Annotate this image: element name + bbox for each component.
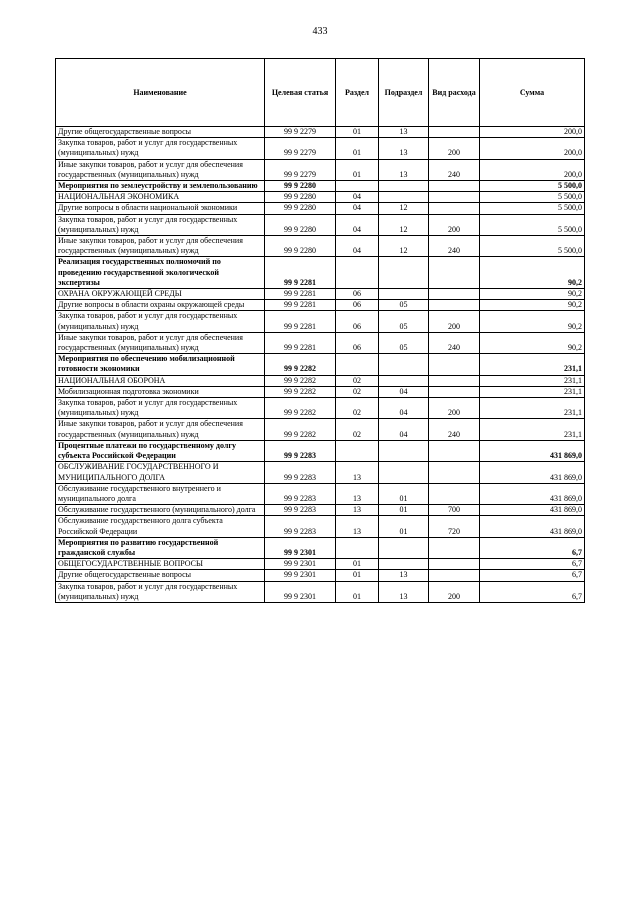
table-row bbox=[56, 483, 585, 504]
header-amount: Сумма bbox=[480, 59, 585, 127]
subsection-cell bbox=[379, 375, 429, 386]
section-cell: 02 bbox=[336, 375, 379, 386]
amount-cell: 5 500,0 bbox=[480, 192, 585, 203]
code-cell: 99 9 2279 bbox=[265, 127, 336, 138]
amount-cell: 5 500,0 bbox=[480, 236, 585, 257]
table-row bbox=[56, 537, 585, 558]
table-row bbox=[56, 581, 585, 602]
table-row bbox=[56, 159, 585, 180]
code-cell: 99 9 2281 bbox=[265, 289, 336, 300]
type-cell: 200 bbox=[429, 311, 480, 332]
type-cell bbox=[429, 559, 480, 570]
code-cell: 99 9 2280 bbox=[265, 181, 336, 192]
type-cell bbox=[429, 203, 480, 214]
section-cell: 04 bbox=[336, 214, 379, 235]
name-cell: Мобилизационная подготовка экономики bbox=[56, 386, 265, 397]
table-row bbox=[56, 138, 585, 159]
header-subsection: Подраздел bbox=[379, 59, 429, 127]
subsection-cell: 13 bbox=[379, 159, 429, 180]
code-cell: 99 9 2281 bbox=[265, 311, 336, 332]
table-row bbox=[56, 505, 585, 516]
code-cell: 99 9 2281 bbox=[265, 332, 336, 353]
table-row bbox=[56, 192, 585, 203]
code-cell: 99 9 2282 bbox=[265, 419, 336, 440]
code-cell: 99 9 2282 bbox=[265, 354, 336, 375]
subsection-cell bbox=[379, 181, 429, 192]
subsection-cell: 12 bbox=[379, 203, 429, 214]
section-cell: 04 bbox=[336, 203, 379, 214]
amount-cell: 200,0 bbox=[480, 159, 585, 180]
name-cell: Реализация государственных полномочий по проведению государственной экологической экспертизы bbox=[56, 257, 265, 289]
code-cell: 99 9 2279 bbox=[265, 138, 336, 159]
table-row bbox=[56, 398, 585, 419]
name-cell: Закупка товаров, работ и услуг для государственных (муниципальных) нужд bbox=[56, 581, 265, 602]
section-cell: 01 bbox=[336, 570, 379, 581]
amount-cell: 231,1 bbox=[480, 375, 585, 386]
amount-cell: 90,2 bbox=[480, 289, 585, 300]
amount-cell: 431 869,0 bbox=[480, 462, 585, 483]
type-cell bbox=[429, 375, 480, 386]
subsection-cell: 12 bbox=[379, 214, 429, 235]
type-cell: 700 bbox=[429, 505, 480, 516]
code-cell: 99 9 2281 bbox=[265, 300, 336, 311]
name-cell: Другие общегосударственные вопросы bbox=[56, 127, 265, 138]
code-cell: 99 9 2301 bbox=[265, 570, 336, 581]
subsection-cell bbox=[379, 354, 429, 375]
section-cell: 13 bbox=[336, 462, 379, 483]
type-cell: 720 bbox=[429, 516, 480, 537]
section-cell: 02 bbox=[336, 386, 379, 397]
type-cell bbox=[429, 127, 480, 138]
code-cell: 99 9 2301 bbox=[265, 559, 336, 570]
section-cell: 01 bbox=[336, 138, 379, 159]
subsection-cell bbox=[379, 440, 429, 461]
type-cell bbox=[429, 192, 480, 203]
type-cell: 200 bbox=[429, 398, 480, 419]
amount-cell: 90,2 bbox=[480, 311, 585, 332]
amount-cell: 6,7 bbox=[480, 537, 585, 558]
name-cell: Закупка товаров, работ и услуг для государственных (муниципальных) нужд bbox=[56, 214, 265, 235]
section-cell: 01 bbox=[336, 159, 379, 180]
name-cell: Мероприятия по развитию государственной гражданской службы bbox=[56, 537, 265, 558]
section-cell: 01 bbox=[336, 581, 379, 602]
type-cell: 240 bbox=[429, 236, 480, 257]
section-cell: 13 bbox=[336, 483, 379, 504]
code-cell: 99 9 2283 bbox=[265, 483, 336, 504]
code-cell: 99 9 2301 bbox=[265, 581, 336, 602]
subsection-cell: 12 bbox=[379, 236, 429, 257]
budget-table bbox=[55, 58, 585, 603]
section-cell: 04 bbox=[336, 192, 379, 203]
header-name: Наименование bbox=[56, 59, 265, 127]
amount-cell: 5 500,0 bbox=[480, 214, 585, 235]
code-cell: 99 9 2280 bbox=[265, 203, 336, 214]
table-row bbox=[56, 181, 585, 192]
amount-cell: 431 869,0 bbox=[480, 505, 585, 516]
section-cell bbox=[336, 181, 379, 192]
type-cell: 200 bbox=[429, 138, 480, 159]
amount-cell: 6,7 bbox=[480, 570, 585, 581]
section-cell: 13 bbox=[336, 505, 379, 516]
section-cell bbox=[336, 440, 379, 461]
amount-cell: 231,1 bbox=[480, 419, 585, 440]
table-row bbox=[56, 375, 585, 386]
type-cell bbox=[429, 570, 480, 581]
table-row bbox=[56, 203, 585, 214]
name-cell: НАЦИОНАЛЬНАЯ ОБОРОНА bbox=[56, 375, 265, 386]
type-cell bbox=[429, 537, 480, 558]
type-cell bbox=[429, 257, 480, 289]
table-row bbox=[56, 127, 585, 138]
table-row bbox=[56, 516, 585, 537]
table-row bbox=[56, 559, 585, 570]
amount-cell: 5 500,0 bbox=[480, 181, 585, 192]
type-cell bbox=[429, 289, 480, 300]
name-cell: Мероприятия по обеспечению мобилизационной готовности экономики bbox=[56, 354, 265, 375]
section-cell: 06 bbox=[336, 289, 379, 300]
type-cell: 240 bbox=[429, 159, 480, 180]
name-cell: Иные закупки товаров, работ и услуг для обеспечения государственных (муниципальных) нужд bbox=[56, 419, 265, 440]
type-cell bbox=[429, 181, 480, 192]
table-body bbox=[56, 127, 585, 603]
table-row bbox=[56, 332, 585, 353]
code-cell: 99 9 2280 bbox=[265, 214, 336, 235]
section-cell: 04 bbox=[336, 236, 379, 257]
code-cell: 99 9 2301 bbox=[265, 537, 336, 558]
page-number: 433 bbox=[312, 26, 328, 37]
subsection-cell: 13 bbox=[379, 138, 429, 159]
table-row bbox=[56, 440, 585, 461]
code-cell: 99 9 2280 bbox=[265, 236, 336, 257]
section-cell: 06 bbox=[336, 311, 379, 332]
name-cell: Иные закупки товаров, работ и услуг для обеспечения государственных (муниципальных) нужд bbox=[56, 159, 265, 180]
subsection-cell: 04 bbox=[379, 419, 429, 440]
amount-cell: 6,7 bbox=[480, 581, 585, 602]
subsection-cell bbox=[379, 462, 429, 483]
name-cell: Закупка товаров, работ и услуг для государственных (муниципальных) нужд bbox=[56, 398, 265, 419]
subsection-cell: 04 bbox=[379, 386, 429, 397]
name-cell: Другие вопросы в области национальной экономики bbox=[56, 203, 265, 214]
type-cell: 200 bbox=[429, 214, 480, 235]
type-cell bbox=[429, 440, 480, 461]
amount-cell: 90,2 bbox=[480, 257, 585, 289]
amount-cell: 431 869,0 bbox=[480, 440, 585, 461]
subsection-cell bbox=[379, 192, 429, 203]
code-cell: 99 9 2279 bbox=[265, 159, 336, 180]
section-cell bbox=[336, 257, 379, 289]
table-row bbox=[56, 289, 585, 300]
amount-cell: 231,1 bbox=[480, 398, 585, 419]
table-row bbox=[56, 386, 585, 397]
amount-cell: 200,0 bbox=[480, 138, 585, 159]
section-cell bbox=[336, 537, 379, 558]
table-header-row bbox=[56, 59, 585, 127]
subsection-cell: 13 bbox=[379, 127, 429, 138]
amount-cell: 231,1 bbox=[480, 386, 585, 397]
subsection-cell: 05 bbox=[379, 332, 429, 353]
name-cell: Процентные платежи по государственному долгу субъекта Российской Федерации bbox=[56, 440, 265, 461]
name-cell: Другие вопросы в области охраны окружающей среды bbox=[56, 300, 265, 311]
amount-cell: 90,2 bbox=[480, 300, 585, 311]
name-cell: ОХРАНА ОКРУЖАЮЩЕЙ СРЕДЫ bbox=[56, 289, 265, 300]
code-cell: 99 9 2282 bbox=[265, 375, 336, 386]
amount-cell: 6,7 bbox=[480, 559, 585, 570]
amount-cell: 231,1 bbox=[480, 354, 585, 375]
section-cell: 02 bbox=[336, 398, 379, 419]
name-cell: Другие общегосударственные вопросы bbox=[56, 570, 265, 581]
table-row bbox=[56, 354, 585, 375]
subsection-cell bbox=[379, 537, 429, 558]
subsection-cell: 01 bbox=[379, 505, 429, 516]
table-row bbox=[56, 257, 585, 289]
name-cell: ОБЩЕГОСУДАРСТВЕННЫЕ ВОПРОСЫ bbox=[56, 559, 265, 570]
subsection-cell: 13 bbox=[379, 581, 429, 602]
name-cell: Иные закупки товаров, работ и услуг для обеспечения государственных (муниципальных) нужд bbox=[56, 236, 265, 257]
section-cell: 06 bbox=[336, 300, 379, 311]
code-cell: 99 9 2283 bbox=[265, 462, 336, 483]
name-cell: Обслуживание государственного (муниципального) долга bbox=[56, 505, 265, 516]
type-cell bbox=[429, 386, 480, 397]
name-cell: Закупка товаров, работ и услуг для государственных (муниципальных) нужд bbox=[56, 311, 265, 332]
section-cell: 13 bbox=[336, 516, 379, 537]
amount-cell: 90,2 bbox=[480, 332, 585, 353]
code-cell: 99 9 2282 bbox=[265, 398, 336, 419]
name-cell: Обслуживание государственного долга субъекта Российской Федерации bbox=[56, 516, 265, 537]
amount-cell: 5 500,0 bbox=[480, 203, 585, 214]
section-cell: 01 bbox=[336, 559, 379, 570]
table-row bbox=[56, 462, 585, 483]
name-cell: ОБСЛУЖИВАНИЕ ГОСУДАРСТВЕННОГО И МУНИЦИПАЛЬНОГО ДОЛГА bbox=[56, 462, 265, 483]
table-row bbox=[56, 236, 585, 257]
amount-cell: 431 869,0 bbox=[480, 516, 585, 537]
amount-cell: 200,0 bbox=[480, 127, 585, 138]
section-cell: 06 bbox=[336, 332, 379, 353]
type-cell: 200 bbox=[429, 581, 480, 602]
subsection-cell bbox=[379, 289, 429, 300]
name-cell: Обслуживание государственного внутреннего и муниципального долга bbox=[56, 483, 265, 504]
code-cell: 99 9 2280 bbox=[265, 192, 336, 203]
table-row bbox=[56, 300, 585, 311]
subsection-cell bbox=[379, 559, 429, 570]
type-cell bbox=[429, 354, 480, 375]
amount-cell: 431 869,0 bbox=[480, 483, 585, 504]
table-row bbox=[56, 419, 585, 440]
subsection-cell: 01 bbox=[379, 516, 429, 537]
table-row bbox=[56, 570, 585, 581]
subsection-cell: 05 bbox=[379, 300, 429, 311]
subsection-cell: 04 bbox=[379, 398, 429, 419]
section-cell: 02 bbox=[336, 419, 379, 440]
subsection-cell: 01 bbox=[379, 483, 429, 504]
type-cell bbox=[429, 462, 480, 483]
section-cell bbox=[336, 354, 379, 375]
section-cell: 01 bbox=[336, 127, 379, 138]
subsection-cell: 13 bbox=[379, 570, 429, 581]
code-cell: 99 9 2282 bbox=[265, 386, 336, 397]
name-cell: Мероприятия по землеустройству и землепользованию bbox=[56, 181, 265, 192]
type-cell bbox=[429, 483, 480, 504]
type-cell: 240 bbox=[429, 332, 480, 353]
subsection-cell bbox=[379, 257, 429, 289]
table-row bbox=[56, 311, 585, 332]
subsection-cell: 05 bbox=[379, 311, 429, 332]
type-cell bbox=[429, 300, 480, 311]
header-code: Целевая статья bbox=[265, 59, 336, 127]
type-cell: 240 bbox=[429, 419, 480, 440]
name-cell: НАЦИОНАЛЬНАЯ ЭКОНОМИКА bbox=[56, 192, 265, 203]
code-cell: 99 9 2283 bbox=[265, 505, 336, 516]
header-section: Раздел bbox=[336, 59, 379, 127]
code-cell: 99 9 2283 bbox=[265, 440, 336, 461]
header-type: Вид расхода bbox=[429, 59, 480, 127]
name-cell: Иные закупки товаров, работ и услуг для обеспечения государственных (муниципальных) нужд bbox=[56, 332, 265, 353]
table-row bbox=[56, 214, 585, 235]
name-cell: Закупка товаров, работ и услуг для государственных (муниципальных) нужд bbox=[56, 138, 265, 159]
code-cell: 99 9 2281 bbox=[265, 257, 336, 289]
code-cell: 99 9 2283 bbox=[265, 516, 336, 537]
